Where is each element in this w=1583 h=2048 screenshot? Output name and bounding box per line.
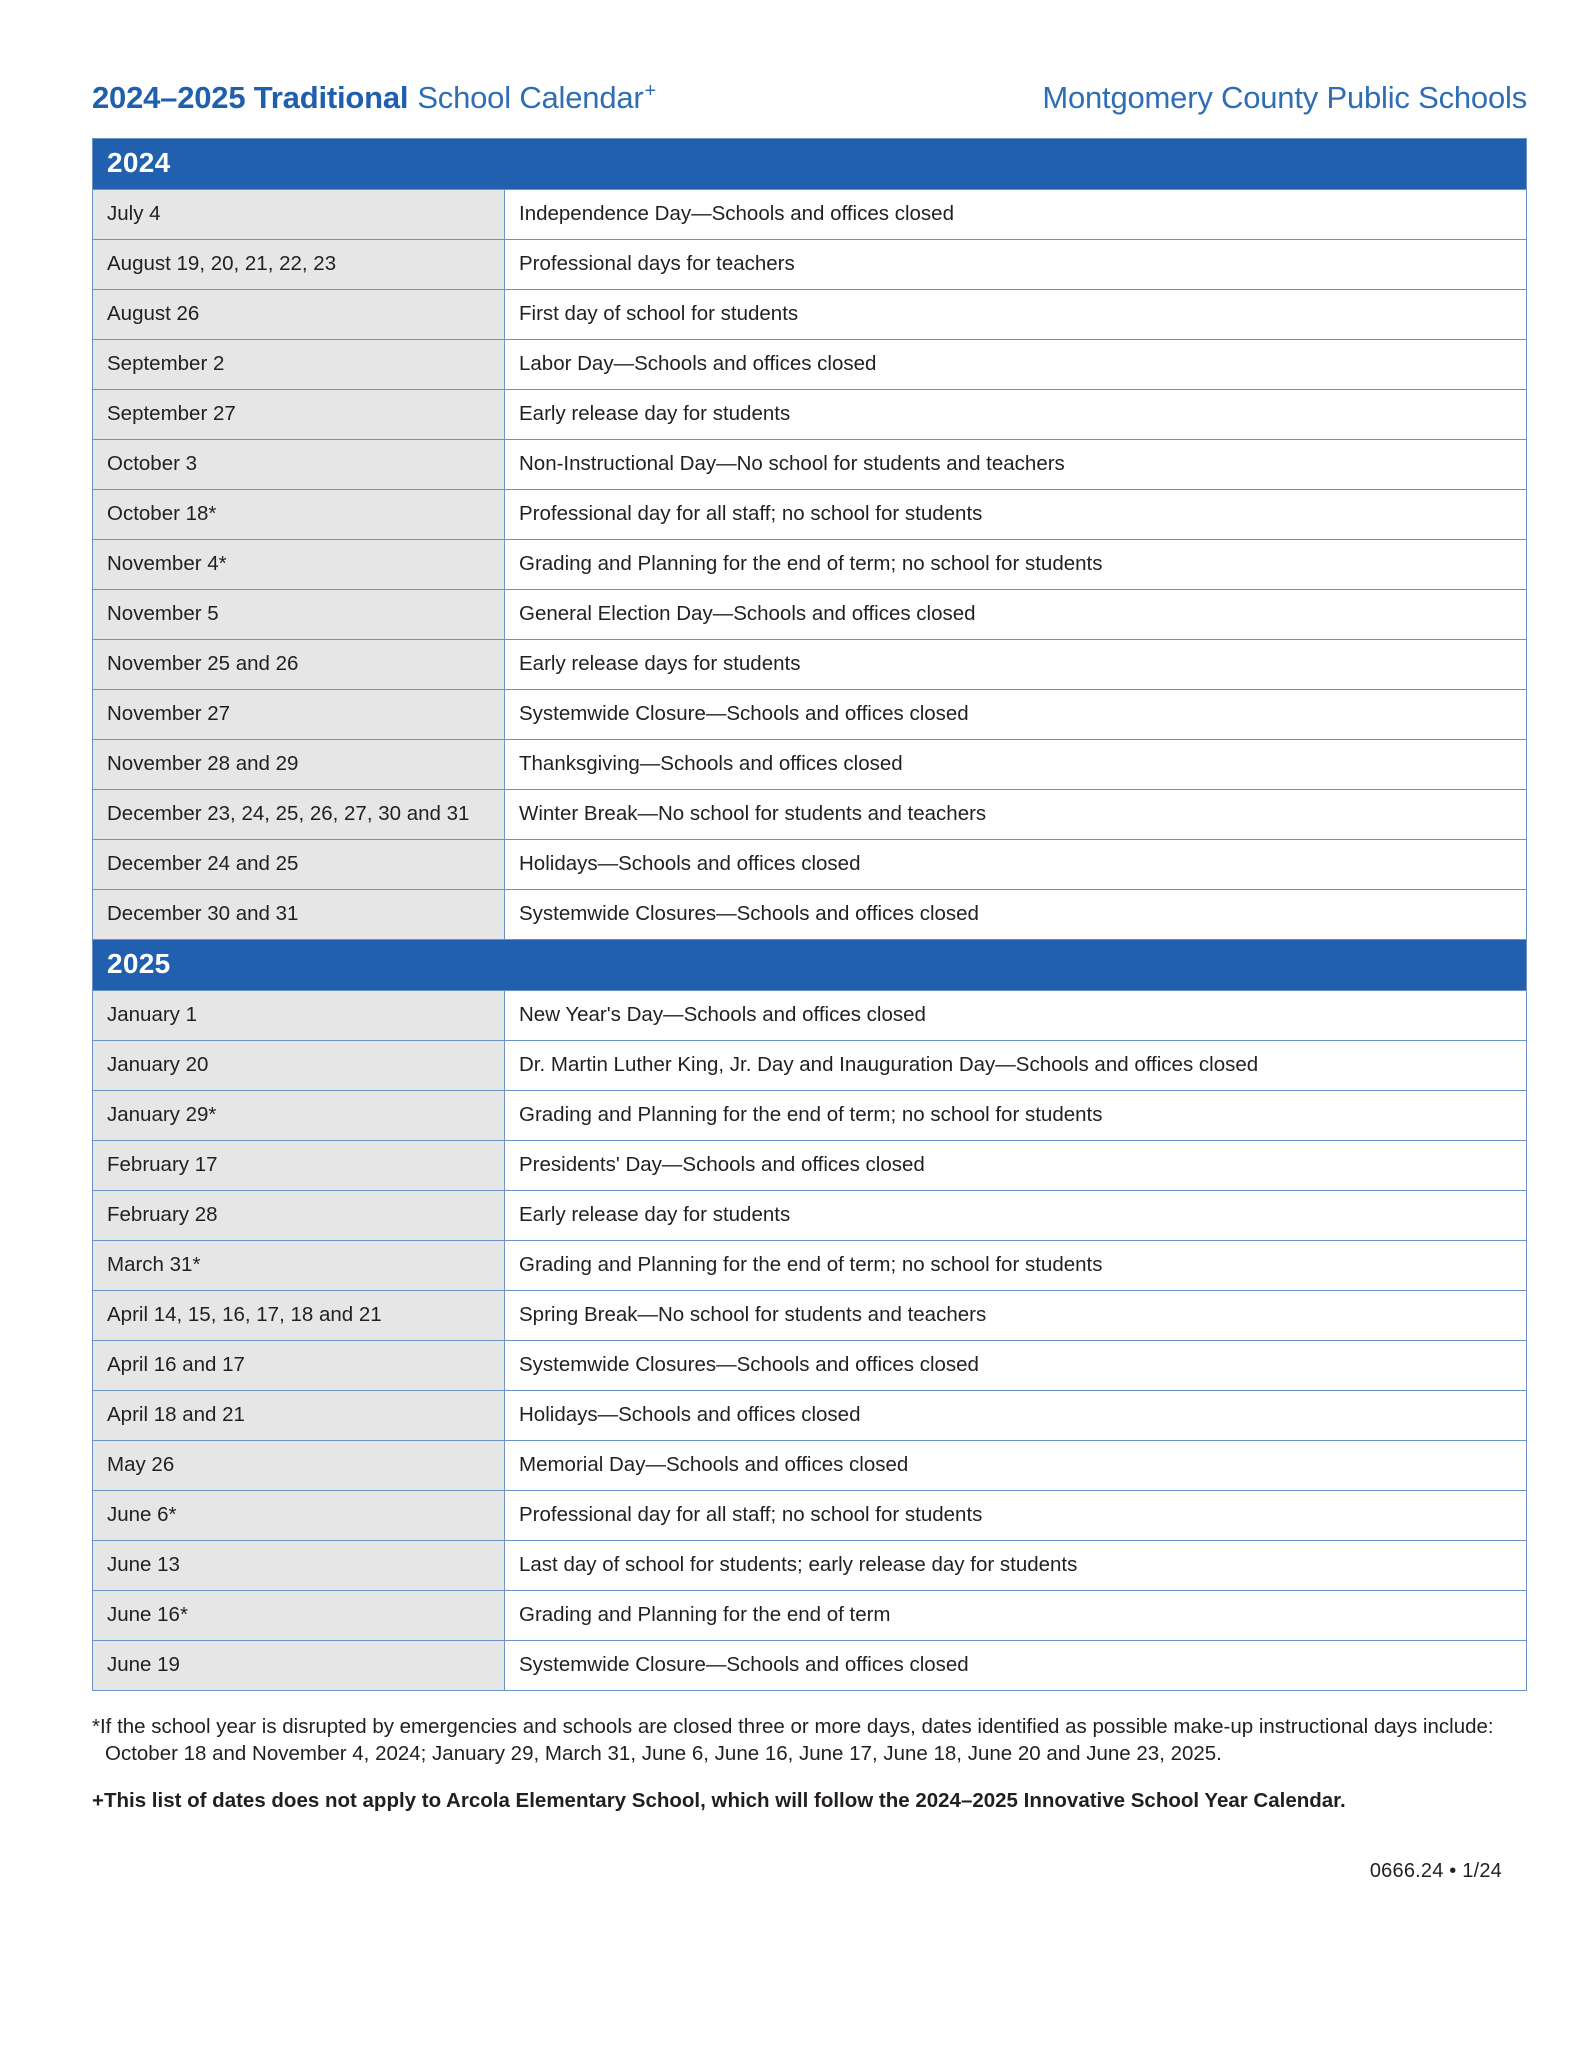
event-description-cell: Grading and Planning for the end of term: [505, 1591, 1527, 1641]
event-description-cell: Early release days for students: [505, 640, 1527, 690]
year-label: 2024: [93, 139, 1527, 190]
event-description-cell: Presidents' Day—Schools and offices closed: [505, 1141, 1527, 1191]
event-date-cell: September 27: [93, 390, 505, 440]
page-title-subject: School Calendar: [417, 80, 644, 115]
event-description-cell: Professional day for all staff; no school for students: [505, 1491, 1527, 1541]
table-row: [93, 1391, 1527, 1441]
event-date-cell: December 30 and 31: [93, 890, 505, 940]
year-section-header: [93, 139, 1527, 190]
plus-footnote: +This list of dates does not apply to Arcola Elementary School, which will follow the 2024–2025 Innovative School Year Calendar.: [92, 1788, 1346, 1812]
event-description-cell: Grading and Planning for the end of term; no school for students: [505, 540, 1527, 590]
table-row: [93, 390, 1527, 440]
event-description-cell: Early release day for students: [505, 1191, 1527, 1241]
event-description-cell: Dr. Martin Luther King, Jr. Day and Inauguration Day—Schools and offices closed: [505, 1041, 1527, 1091]
event-date-cell: December 23, 24, 25, 26, 27, 30 and 31: [93, 790, 505, 840]
event-date-cell: February 28: [93, 1191, 505, 1241]
table-row: [93, 240, 1527, 290]
page-title-superscript-marker: +: [644, 80, 657, 102]
event-description-cell: Professional day for all staff; no school for students: [505, 490, 1527, 540]
table-row: [93, 1541, 1527, 1591]
table-row: [93, 640, 1527, 690]
event-description-cell: Holidays—Schools and offices closed: [505, 840, 1527, 890]
event-date-cell: January 29*: [93, 1091, 505, 1141]
table-row: [93, 440, 1527, 490]
asterisk-footnote: *If the school year is disrupted by emergencies and schools are closed three or more days, dates identified as possible make-up instructional days include: October 18 and November 4, 2024; January 29, March 31, June 6, June 16, June 17, June 18, June 20 and June 23, 2025.: [92, 1715, 1494, 1766]
table-row: [93, 991, 1527, 1041]
event-description-cell: First day of school for students: [505, 290, 1527, 340]
event-description-cell: Systemwide Closures—Schools and offices closed: [505, 1341, 1527, 1391]
event-description-cell: Grading and Planning for the end of term; no school for students: [505, 1241, 1527, 1291]
table-row: [93, 1191, 1527, 1241]
event-date-cell: December 24 and 25: [93, 840, 505, 890]
year-label: 2025: [93, 940, 1527, 991]
event-date-cell: March 31*: [93, 1241, 505, 1291]
event-date-cell: July 4: [93, 190, 505, 240]
event-date-cell: October 18*: [93, 490, 505, 540]
school-calendar-table: [92, 138, 1527, 1691]
table-row: [93, 690, 1527, 740]
table-row: [93, 590, 1527, 640]
table-row: [93, 890, 1527, 940]
table-row: [93, 540, 1527, 590]
event-date-cell: November 28 and 29: [93, 740, 505, 790]
footnotes: [92, 1713, 1502, 1814]
event-date-cell: April 16 and 17: [93, 1341, 505, 1391]
table-row: [93, 340, 1527, 390]
table-row: [93, 1341, 1527, 1391]
event-description-cell: Systemwide Closure—Schools and offices closed: [505, 690, 1527, 740]
event-description-cell: General Election Day—Schools and offices closed: [505, 590, 1527, 640]
event-description-cell: Independence Day—Schools and offices closed: [505, 190, 1527, 240]
event-description-cell: Systemwide Closure—Schools and offices closed: [505, 1641, 1527, 1691]
event-description-cell: Last day of school for students; early release day for students: [505, 1541, 1527, 1591]
table-row: [93, 840, 1527, 890]
table-row: [93, 1091, 1527, 1141]
table-row: [93, 1041, 1527, 1091]
table-row: [93, 1441, 1527, 1491]
event-date-cell: June 6*: [93, 1491, 505, 1541]
table-row: [93, 490, 1527, 540]
table-row: [93, 740, 1527, 790]
event-date-cell: November 27: [93, 690, 505, 740]
event-description-cell: Thanksgiving—Schools and offices closed: [505, 740, 1527, 790]
event-date-cell: June 13: [93, 1541, 505, 1591]
event-description-cell: Early release day for students: [505, 390, 1527, 440]
event-description-cell: Professional days for teachers: [505, 240, 1527, 290]
page-header: [0, 0, 1583, 116]
event-date-cell: February 17: [93, 1141, 505, 1191]
event-description-cell: Grading and Planning for the end of term; no school for students: [505, 1091, 1527, 1141]
page-title: [92, 80, 656, 116]
event-description-cell: Systemwide Closures—Schools and offices closed: [505, 890, 1527, 940]
event-description-cell: Memorial Day—Schools and offices closed: [505, 1441, 1527, 1491]
event-date-cell: November 4*: [93, 540, 505, 590]
event-date-cell: June 19: [93, 1641, 505, 1691]
event-date-cell: May 26: [93, 1441, 505, 1491]
year-section-header: [93, 940, 1527, 991]
event-date-cell: January 1: [93, 991, 505, 1041]
table-row: [93, 1591, 1527, 1641]
event-description-cell: Labor Day—Schools and offices closed: [505, 340, 1527, 390]
table-row: [93, 1241, 1527, 1291]
table-row: [93, 290, 1527, 340]
event-date-cell: September 2: [93, 340, 505, 390]
event-description-cell: Holidays—Schools and offices closed: [505, 1391, 1527, 1441]
table-row: [93, 1641, 1527, 1691]
event-date-cell: April 18 and 21: [93, 1391, 505, 1441]
table-row: [93, 1141, 1527, 1191]
table-row: [93, 790, 1527, 840]
event-date-cell: August 26: [93, 290, 505, 340]
event-date-cell: January 20: [93, 1041, 505, 1091]
table-row: [93, 190, 1527, 240]
event-date-cell: November 5: [93, 590, 505, 640]
event-date-cell: June 16*: [93, 1591, 505, 1641]
event-description-cell: New Year's Day—Schools and offices closed: [505, 991, 1527, 1041]
document-code-footer: 0666.24 • 1/24: [1369, 1859, 1502, 1882]
calendar-table-body: [93, 139, 1527, 1691]
event-description-cell: Spring Break—No school for students and teachers: [505, 1291, 1527, 1341]
event-date-cell: April 14, 15, 16, 17, 18 and 21: [93, 1291, 505, 1341]
event-date-cell: August 19, 20, 21, 22, 23: [93, 240, 505, 290]
event-date-cell: November 25 and 26: [93, 640, 505, 690]
table-row: [93, 1491, 1527, 1541]
event-description-cell: Winter Break—No school for students and teachers: [505, 790, 1527, 840]
page-title-year-range: 2024–2025 Traditional: [92, 80, 409, 115]
table-row: [93, 1291, 1527, 1341]
event-description-cell: Non-Instructional Day—No school for students and teachers: [505, 440, 1527, 490]
district-name: Montgomery County Public Schools: [1042, 80, 1527, 115]
event-date-cell: October 3: [93, 440, 505, 490]
